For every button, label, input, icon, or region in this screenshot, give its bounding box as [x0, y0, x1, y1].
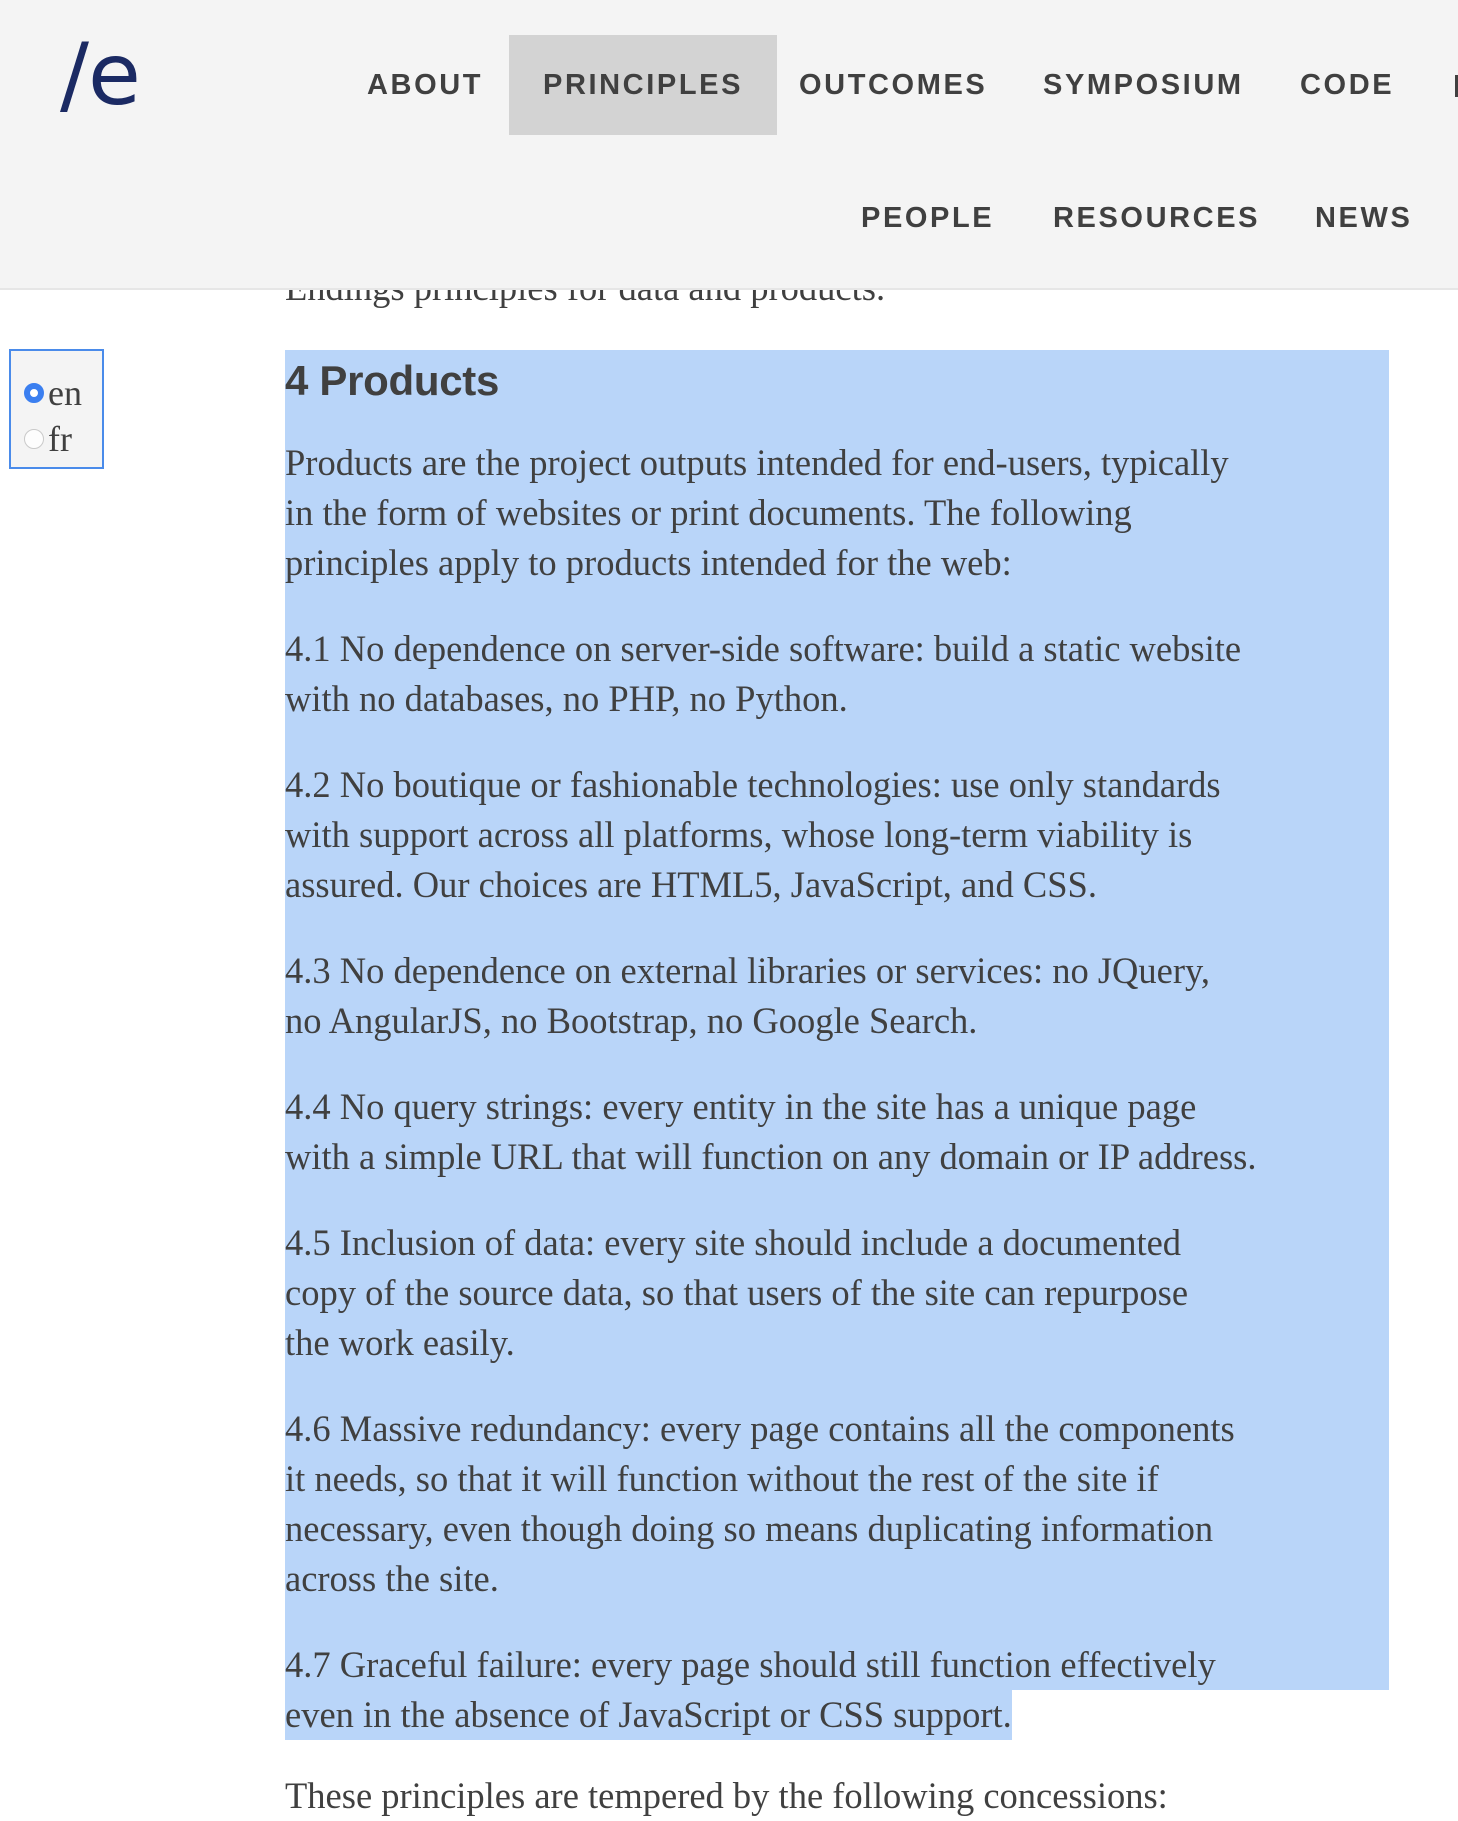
- language-label-en: en: [48, 373, 82, 413]
- text-line: 4.7 Graceful failure: every page should still function effectively: [285, 1644, 1216, 1685]
- language-label-fr: fr: [48, 419, 72, 459]
- text-line: across the site.: [285, 1558, 499, 1599]
- text-line: necessary, even though doing so means duplicating information: [285, 1508, 1214, 1549]
- text-line: 4.3 No dependence on external libraries or services: no JQuery,: [285, 950, 1211, 991]
- text-line: with no databases, no PHP, no Python.: [285, 678, 848, 719]
- nav-item-resources[interactable]: RESOURCES: [1053, 201, 1261, 234]
- section-heading: 4 Products: [285, 357, 500, 404]
- nav-item-people[interactable]: PEOPLE: [861, 201, 995, 234]
- text-line: with support across all platforms, whose long-term viability is: [285, 814, 1193, 855]
- language-option-en[interactable]: [11, 371, 82, 415]
- nav-item-outcomes[interactable]: OUTCOMES: [799, 68, 988, 101]
- concessions-intro: [285, 1771, 1389, 1821]
- radio-unselected-icon[interactable]: [24, 429, 44, 449]
- text-line: 4.6 Massive redundancy: every page contains all the components: [285, 1408, 1235, 1449]
- text-line: assured. Our choices are HTML5, JavaScript, and CSS.: [285, 864, 1097, 905]
- principle-4-5: [285, 1218, 1389, 1368]
- text-line: principles apply to products intended for the web:: [285, 542, 1012, 583]
- principle-4-1: [285, 624, 1389, 724]
- principle-4-2: [285, 760, 1389, 910]
- text-line: the work easily.: [285, 1322, 515, 1363]
- language-option-fr[interactable]: [11, 417, 72, 461]
- text-line-selection-end: even in the absence of JavaScript or CSS support.: [285, 1690, 1012, 1740]
- site-logo[interactable]: /e: [60, 25, 140, 125]
- text-line: it needs, so that it will function without the rest of the site if: [285, 1458, 1159, 1499]
- paragraph-intro: [285, 438, 1389, 588]
- text-line: 4.1 No dependence on server-side software: build a static website: [285, 628, 1242, 669]
- text-line: Products are the project outputs intended for end-users, typically: [285, 442, 1229, 483]
- principle-4-7: [285, 1640, 1389, 1740]
- nav-item-code[interactable]: CODE: [1300, 68, 1395, 101]
- nav-item-about[interactable]: ABOUT: [367, 68, 484, 101]
- language-switcher: [9, 349, 104, 469]
- principle-4-4: [285, 1082, 1389, 1182]
- nav-item-principles[interactable]: PRINCIPLES: [509, 35, 777, 135]
- text-line: in the form of websites or print documents. The following: [285, 492, 1132, 533]
- text-line: 4.5 Inclusion of data: every site should include a documented: [285, 1222, 1182, 1263]
- site-header: [0, 0, 1458, 290]
- nav-item-news[interactable]: NEWS: [1315, 201, 1413, 234]
- text-line: no AngularJS, no Bootstrap, no Google Search.: [285, 1000, 978, 1041]
- text-line: 4.4 No query strings: every entity in the site has a unique page: [285, 1086, 1197, 1127]
- text-line: 4.2 No boutique or fashionable technologies: use only standards: [285, 764, 1221, 805]
- text-line: with a simple URL that will function on any domain or IP address.: [285, 1136, 1257, 1177]
- principle-4-6: [285, 1404, 1389, 1604]
- text-line: copy of the source data, so that users of the site can repurpose: [285, 1272, 1189, 1313]
- principle-4-3: [285, 946, 1389, 1046]
- text-line: These principles are tempered by the following concessions:: [285, 1775, 1168, 1816]
- nav-item-symposium[interactable]: SYMPOSIUM: [1043, 68, 1244, 101]
- radio-selected-icon[interactable]: [24, 383, 44, 403]
